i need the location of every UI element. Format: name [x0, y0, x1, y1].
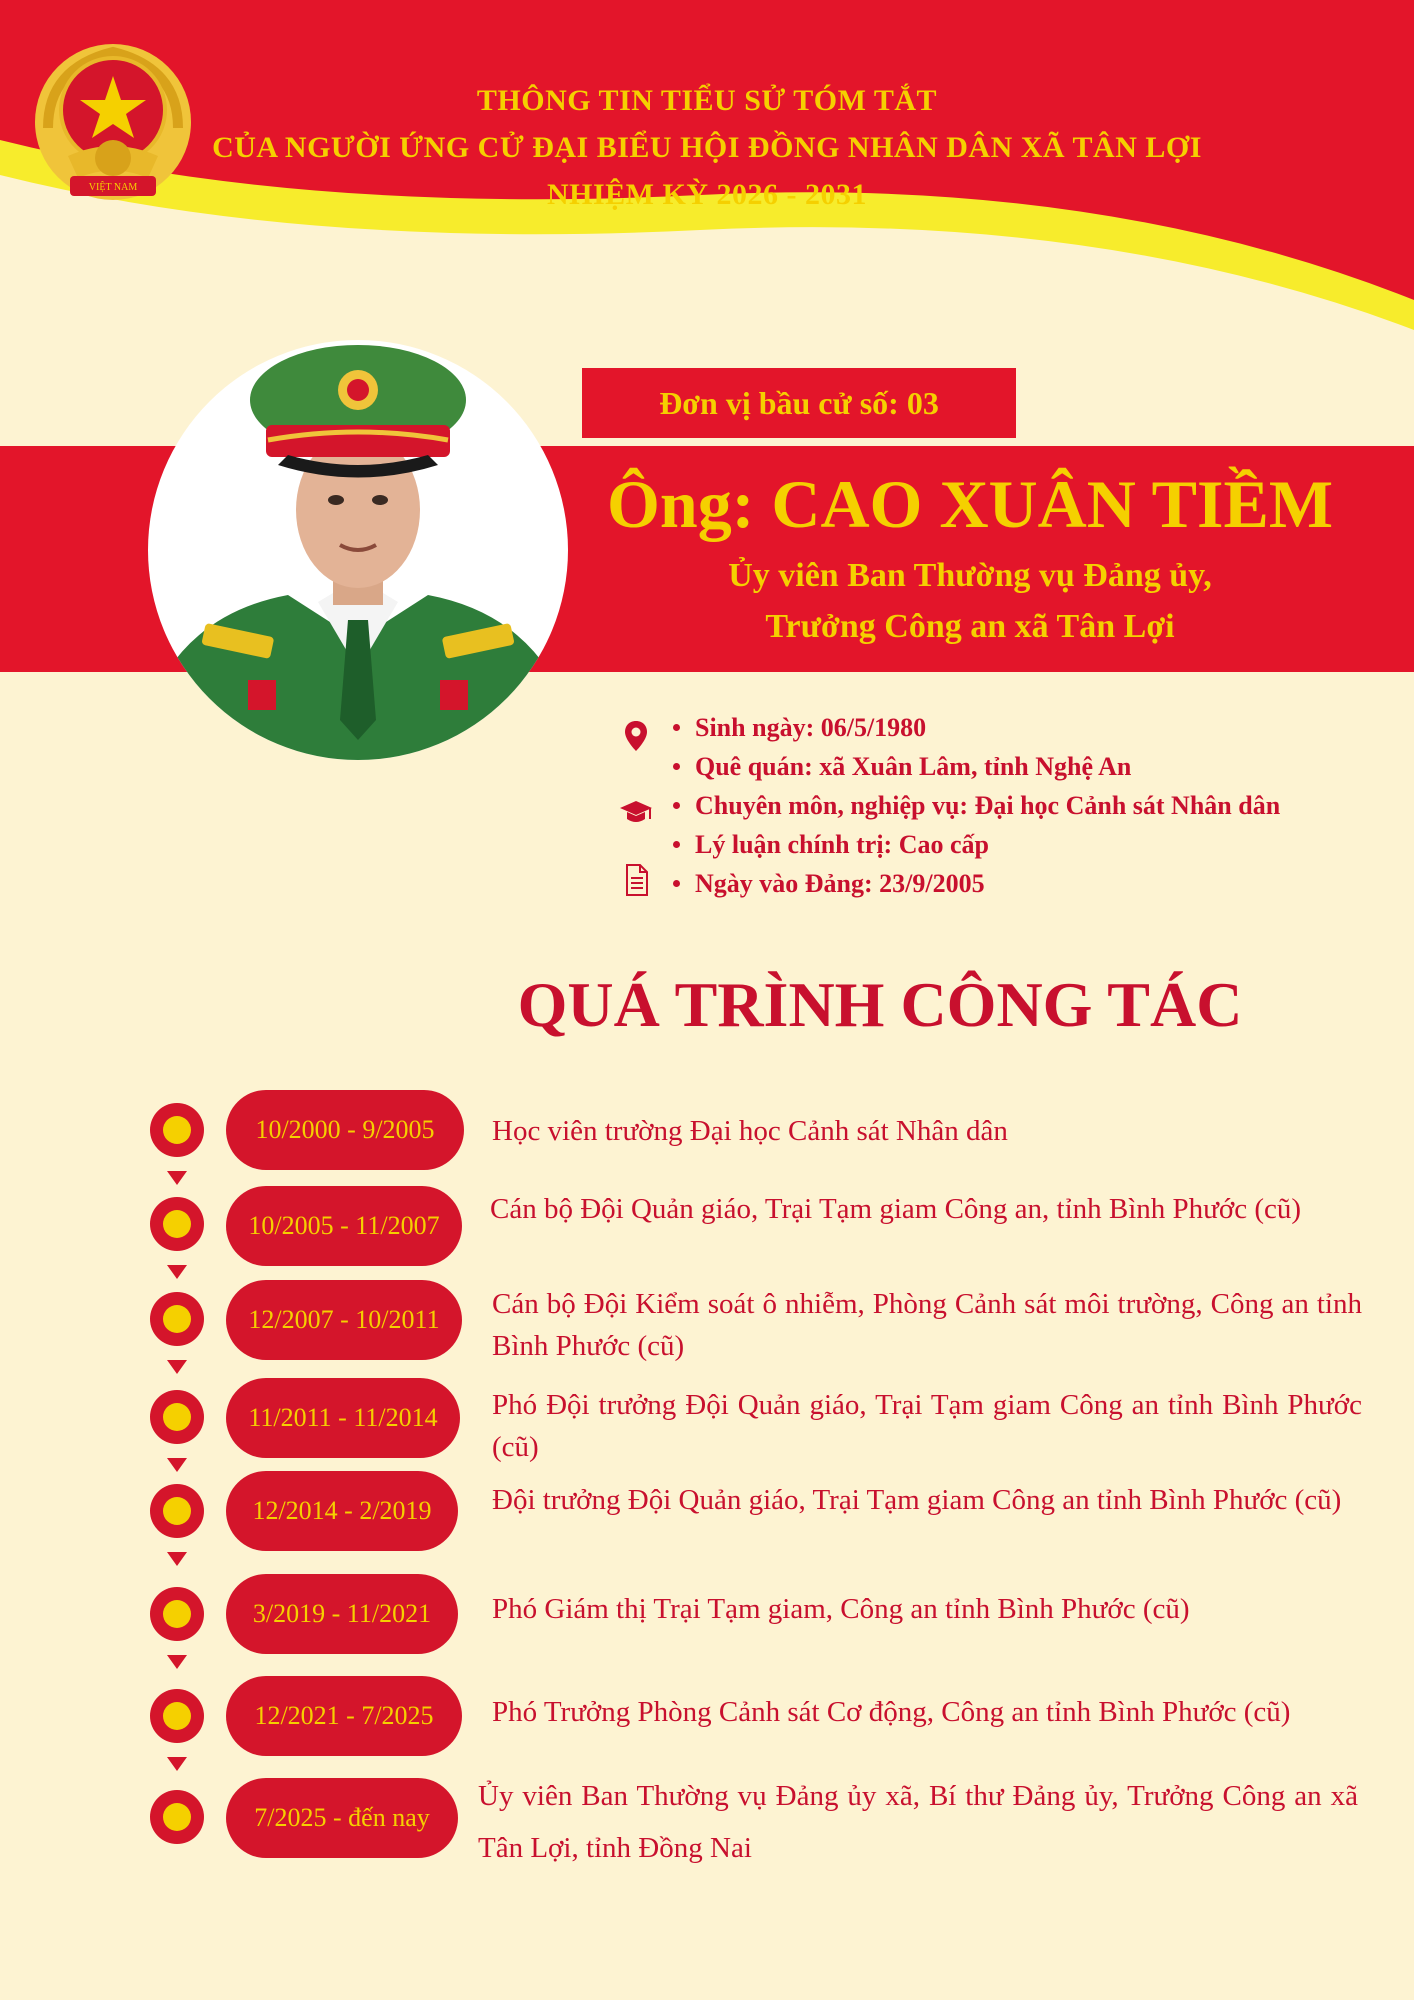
timeline-marker-icon: [150, 1587, 204, 1641]
timeline-marker-icon: [150, 1689, 204, 1743]
timeline-description: Phó Giám thị Trại Tạm giam, Công an tỉnh Bình Phước (cũ): [492, 1593, 1190, 1625]
info-profession: Chuyên môn, nghiệp vụ: Đại học Cảnh sát Nhân dân: [695, 791, 1281, 820]
timeline-arrow-icon: [167, 1360, 187, 1374]
timeline-marker-icon: [150, 1790, 204, 1844]
timeline-marker-icon: [150, 1292, 204, 1346]
timeline-arrow-icon: [167, 1265, 187, 1279]
timeline-arrow-icon: [167, 1655, 187, 1669]
info-hometown: Quê quán: xã Xuân Lâm, tỉnh Nghệ An: [695, 752, 1132, 781]
header-title-line-2: CỦA NGƯỜI ỨNG CỬ ĐẠI BIỂU HỘI ĐỒNG NHÂN DÂN XÃ TÂN LỢI: [212, 131, 1202, 164]
info-political-theory: Lý luận chính trị: Cao cấp: [695, 830, 989, 859]
timeline-arrow-icon: [167, 1458, 187, 1472]
document-icon: [618, 862, 654, 898]
info-party-join-date: Ngày vào Đảng: 23/9/2005: [695, 869, 985, 898]
timeline-period: 3/2019 - 11/2021: [226, 1574, 458, 1654]
candidate-position-line-2: Trưởng Công an xã Tân Lợi: [765, 608, 1175, 645]
timeline-marker-icon: [150, 1197, 204, 1251]
location-pin-icon: [618, 718, 654, 754]
timeline-description: Phó Trưởng Phòng Cảnh sát Cơ động, Công an tỉnh Bình Phước (cũ): [492, 1696, 1291, 1728]
timeline-arrow-icon: [167, 1552, 187, 1566]
electoral-district-label: Đơn vị bầu cử số: 03: [582, 368, 1016, 438]
candidate-position-line-1: Ủy viên Ban Thường vụ Đảng ủy,: [728, 557, 1212, 594]
candidate-name: Ông: CAO XUÂN TIỀM: [606, 466, 1334, 542]
timeline-arrow-icon: [167, 1171, 187, 1185]
header-title-line-3: NHIỆM KỲ 2026 - 2031: [547, 178, 867, 211]
timeline-description: Đội trưởng Đội Quản giáo, Trại Tạm giam Công an tỉnh Bình Phước (cũ): [492, 1484, 1342, 1516]
timeline-description: Học viên trường Đại học Cảnh sát Nhân dân: [492, 1115, 1008, 1147]
timeline-period: 10/2000 - 9/2005: [226, 1090, 464, 1170]
timeline-description: Phó Đội trưởng Đội Quản giáo, Trại Tạm giam Công an tỉnh Bình Phước (cũ): [492, 1389, 1362, 1463]
graduation-cap-icon: [618, 794, 654, 830]
svg-text:VIỆT NAM: VIỆT NAM: [88, 182, 138, 193]
timeline-period: 11/2011 - 11/2014: [226, 1378, 460, 1458]
timeline-period: 7/2025 - đến nay: [226, 1778, 458, 1858]
timeline-marker-icon: [150, 1103, 204, 1157]
timeline-description: Ủy viên Ban Thường vụ Đảng ủy xã, Bí thư Đảng ủy, Trưởng Công an xã Tân Lợi, tỉnh Đồng Nai: [478, 1780, 1358, 1864]
timeline-period: 12/2007 - 10/2011: [226, 1280, 462, 1360]
section-title: QUÁ TRÌNH CÔNG TÁC: [517, 969, 1243, 1040]
timeline-description: Cán bộ Đội Quản giáo, Trại Tạm giam Công an, tỉnh Bình Phước (cũ): [490, 1193, 1302, 1225]
timeline-period: 12/2014 - 2/2019: [226, 1471, 458, 1551]
timeline-arrow-icon: [167, 1757, 187, 1771]
info-birth-date: Sinh ngày: 06/5/1980: [695, 713, 927, 742]
timeline-period: 12/2021 - 7/2025: [226, 1676, 462, 1756]
candidate-portrait: [148, 340, 568, 760]
timeline-marker-icon: [150, 1390, 204, 1444]
timeline-marker-icon: [150, 1484, 204, 1538]
timeline-period: 10/2005 - 11/2007: [226, 1186, 462, 1266]
timeline-description: Cán bộ Đội Kiểm soát ô nhiễm, Phòng Cảnh sát môi trường, Công an tỉnh Bình Phước (cũ): [492, 1288, 1362, 1362]
header-title-line-1: THÔNG TIN TIỂU SỬ TÓM TẮT: [476, 84, 938, 117]
